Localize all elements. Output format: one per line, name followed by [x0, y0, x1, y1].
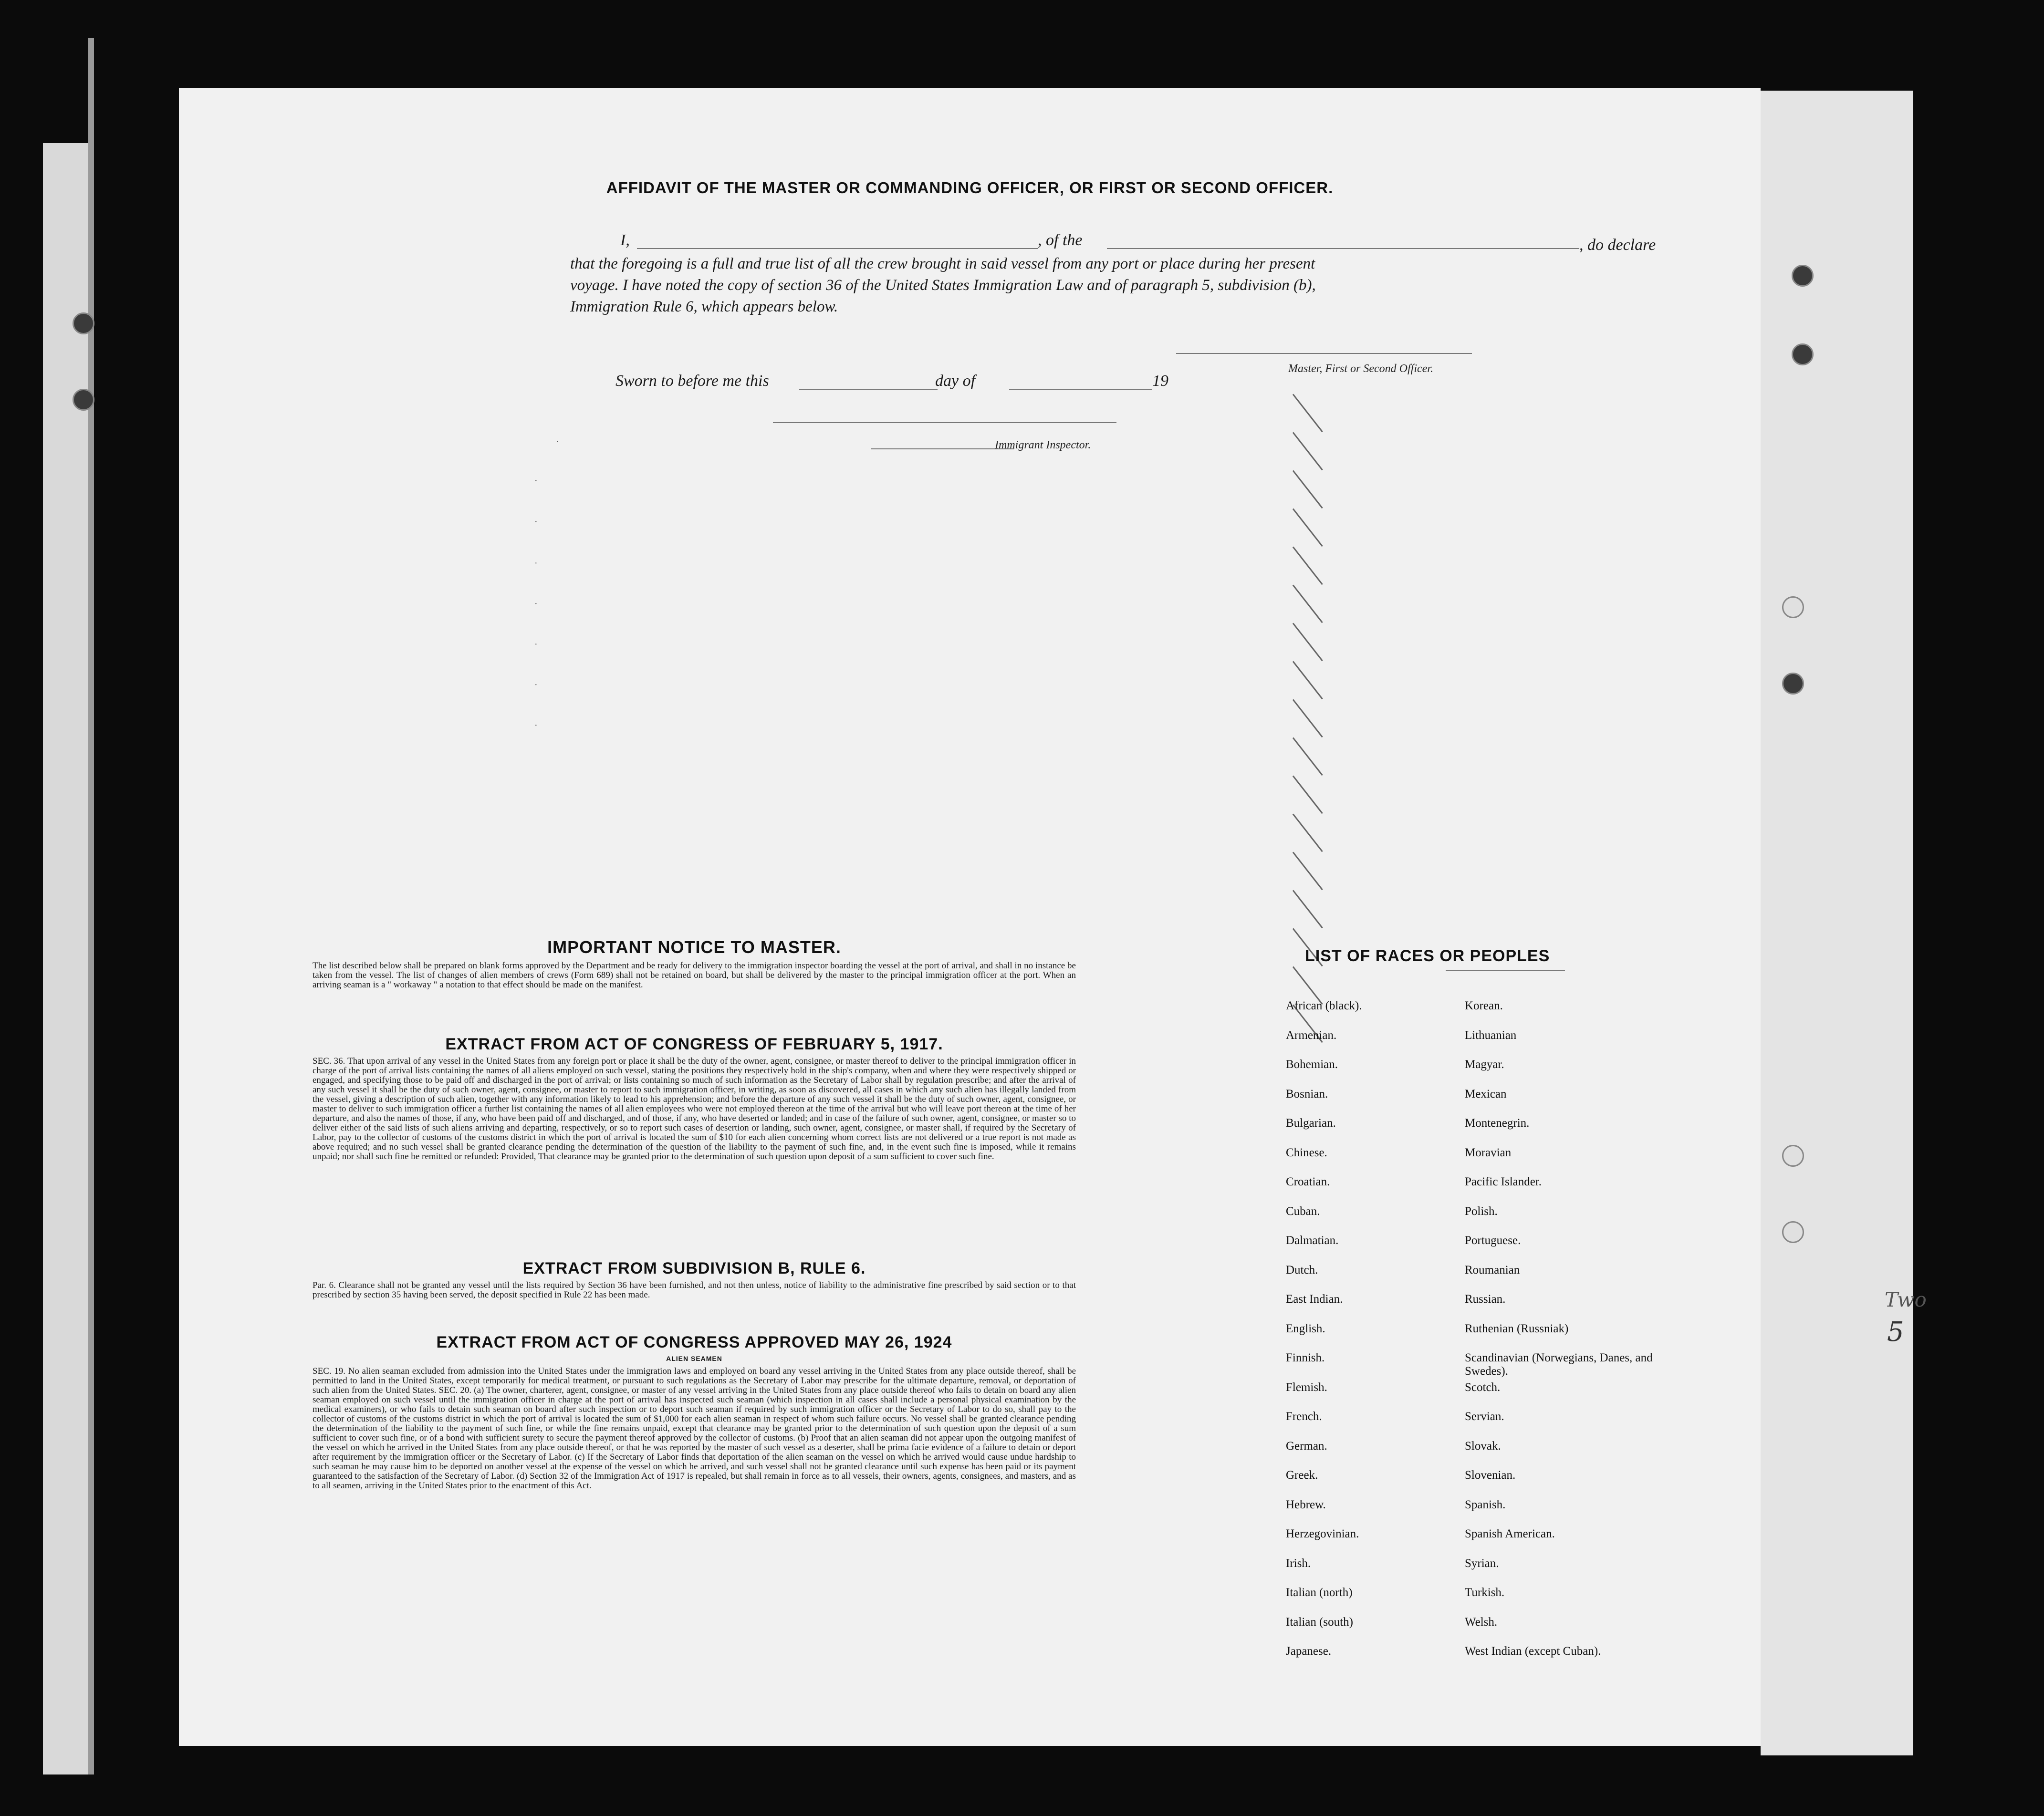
diagonal-mark [1293, 585, 1323, 623]
race-item: Croatian. [1286, 1175, 1330, 1188]
race-item: Bohemian. [1286, 1058, 1338, 1071]
faint-mark: · [534, 517, 538, 527]
race-item: Dalmatian. [1286, 1234, 1339, 1247]
film-left-strip-edge [88, 38, 94, 1774]
faint-mark: · [534, 476, 538, 486]
notice-text: The list described below shall be prepared on blank forms approved by the Department and be ready for delivery to the immigration inspector boarding the vessel at the port of arrival, and shall in no instance be taken from the vessel. The list of changes of alien members of crews (Form 689) shall not be retained on board, but shall be delivered by the master to the principal immigration officer at the port. When an arriving seaman is a " workaway " a notation to that effect should be made on the manifest. [313, 961, 1076, 990]
diagonal-mark [1293, 814, 1323, 852]
race-item: Armenian. [1286, 1028, 1337, 1042]
race-item: African (black). [1286, 999, 1362, 1012]
race-item: Portuguese. [1465, 1234, 1521, 1247]
race-item: Cuban. [1286, 1204, 1320, 1218]
race-item: German. [1286, 1439, 1327, 1453]
affidavit-line-2: voyage. I have noted the copy of section 36 of the United States Immigration Law and of paragraph 5, subdivision (b), [570, 277, 1316, 294]
binder-hole [1782, 673, 1804, 695]
race-item: East Indian. [1286, 1293, 1343, 1306]
binder-hole [73, 389, 94, 411]
race-item: Roumanian [1465, 1263, 1520, 1276]
vessel-blank [1107, 248, 1579, 249]
faint-mark: · [534, 639, 538, 650]
faint-mark: · [534, 558, 538, 569]
affidavit-pronoun: I, [620, 231, 630, 249]
race-item: English. [1286, 1322, 1325, 1335]
film-left-strip [43, 143, 88, 1774]
races-right-list [1465, 999, 1665, 1674]
race-item: Finnish. [1286, 1351, 1325, 1364]
race-item: Korean. [1465, 999, 1503, 1012]
diagonal-mark [1293, 508, 1323, 547]
race-item: Spanish American. [1465, 1527, 1555, 1540]
rule-6-text: Par. 6. Clearance shall not be granted any vessel until the lists required by Section 36 have been furnished, and not then unless, notice of liability to the administrative fine prescribed by said section or to that prescribed by section 35 having been served, the deposit specified in Rule 22 has been made. [313, 1280, 1076, 1300]
race-item: Ruthenian (Russniak) [1465, 1322, 1569, 1335]
races-title: LIST OF RACES OR PEOPLES [1305, 947, 1550, 965]
extract-1917-text: SEC. 36. That upon arrival of any vessel in the United States from any foreign port or place it shall be the duty of the owner, agent, consignee, or master thereof to deliver to the principal immigration officer in charge of the port of arrival lists containing the names of all aliens employed on such vessel, stating the positions they respectively hold in the ship's company, when and where they were respectively shipped or engaged, and specifying those to be paid off and discharged in the port of arrival; or lists containing so much of such information as the Secretary of Labor shall by regulation prescribe; and after the arrival of any such vessel it shall be the duty of such owner, agent, consignee, or master to report to such immigration officer, in writing, as soon as discovered, all cases in which any such alien has illegally landed from the vessel, giving a description of such alien, together with any information likely to lead to his apprehension; and before the departure of any such vessel it shall be the duty of such owner, agent, consignee, or master to deliver to such immigration officer a further list containing the names of all alien employees who were not employed thereon at the time of the arrival but who will leave port thereon at the time of her departure, and also the names of those, if any, who have been paid off and discharged, and of those, if any, who have deserted or landed; and in case of the failure of such owner, agent, consignee, or master so to deliver either of the said lists of such aliens arriving and departing, respectively, or so to report such cases of desertion or landing, such owner, agent, consignee, or master shall, if required by the Secretary of Labor, pay to the collector of customs of the customs district in which the port of arrival is located the sum of $10 for each alien concerning whom correct lists are not delivered or a true report is not made as above required; and no such vessel shall be granted clearance pending the determination of the question of the liability to the payment of such fine, and, in the event such fine is imposed, while it remains unpaid; nor shall such fine be remitted or refunded: Provided, That clearance may be granted prior to the determination of such question upon deposit of a sum sufficient to cover such fine. [313, 1056, 1076, 1162]
year-prefix: 19 [1152, 372, 1168, 390]
affidavit-of-the: , of the [1038, 231, 1083, 249]
affidavit-do-declare: , do declare [1579, 236, 1656, 254]
affidavit-title: AFFIDAVIT OF THE MASTER OR COMMANDING OFFICER, OR FIRST OR SECOND OFFICER. [606, 179, 1334, 197]
race-item: Japanese. [1286, 1645, 1332, 1658]
inspector-signature-line-2 [871, 448, 1014, 449]
race-item: Italian (north) [1286, 1586, 1353, 1599]
master-label: Master, First or Second Officer. [1288, 363, 1433, 375]
name-blank [637, 248, 1038, 249]
margin-note-number: 5 [1887, 1317, 1904, 1348]
sworn-day-blank [799, 389, 938, 390]
race-item: Irish. [1286, 1557, 1311, 1570]
diagonal-mark [1293, 661, 1323, 700]
inspector-signature-line [773, 422, 1116, 423]
race-item: Polish. [1465, 1204, 1498, 1218]
binder-hole [1792, 343, 1814, 365]
race-item: Turkish. [1465, 1586, 1505, 1599]
day-of-text: day of [935, 372, 976, 390]
races-left-list [1286, 999, 1467, 1674]
race-item: Slovenian. [1465, 1469, 1516, 1482]
race-item: Scotch. [1465, 1380, 1501, 1394]
race-item: Bosnian. [1286, 1087, 1328, 1100]
extract-1924-subtitle: ALIEN SEAMEN [666, 1355, 722, 1362]
sworn-month-blank [1009, 389, 1152, 390]
diagonal-mark [1293, 890, 1323, 929]
affidavit-line-1: that the foregoing is a full and true list of all the crew brought in said vessel from any port or place during her present [570, 255, 1315, 272]
race-item: Bulgarian. [1286, 1117, 1336, 1130]
race-item: Pacific Islander. [1465, 1175, 1542, 1188]
diagonal-mark [1293, 470, 1323, 509]
race-item: Scandinavian (Norwegians, Danes, and Swedes). [1465, 1351, 1653, 1378]
race-item: Chinese. [1286, 1146, 1327, 1159]
affidavit-line-3: Immigration Rule 6, which appears below. [570, 298, 838, 315]
faint-mark: · [534, 680, 538, 690]
race-item: Italian (south) [1286, 1615, 1353, 1629]
race-item: Lithuanian [1465, 1028, 1517, 1042]
races-title-rule [1446, 970, 1565, 971]
binder-hole [1792, 265, 1814, 287]
diagonal-mark [1293, 432, 1323, 471]
race-item: Russian. [1465, 1293, 1506, 1306]
binder-hole [1782, 596, 1804, 618]
race-item: Welsh. [1465, 1615, 1498, 1629]
binder-hole [73, 312, 94, 334]
race-item: Hebrew. [1286, 1498, 1326, 1511]
notice-title: IMPORTANT NOTICE TO MASTER. [547, 937, 841, 957]
diagonal-mark [1293, 699, 1323, 738]
race-item: Slovak. [1465, 1439, 1501, 1453]
diagonal-mark [1293, 623, 1323, 662]
race-item: Syrian. [1465, 1557, 1499, 1570]
race-item: Dutch. [1286, 1263, 1318, 1276]
faint-mark: · [534, 720, 538, 731]
race-item: Spanish. [1465, 1498, 1506, 1511]
extract-1924-title: EXTRACT FROM ACT OF CONGRESS APPROVED MAY 26, 1924 [436, 1333, 952, 1351]
binder-hole [1782, 1221, 1804, 1243]
film-right-strip [1761, 91, 1913, 1755]
diagonal-mark [1293, 737, 1323, 776]
rule-6-title: EXTRACT FROM SUBDIVISION B, RULE 6. [522, 1259, 866, 1277]
sworn-text: Sworn to before me this [615, 372, 769, 390]
race-item: Herzegovinian. [1286, 1527, 1359, 1540]
faint-mark: · [534, 599, 538, 609]
master-signature-line [1176, 353, 1472, 354]
extract-1924-text: SEC. 19. No alien seaman excluded from admission into the United States under the immigration laws and employed on board any vessel arriving in the United States from any place outside thereof, shall be permitted to land in the United States, except temporarily for medical treatment, or pursuant to such regulations as the Secretary of Labor may prescribe for the ultimate departure, removal, or deportation of such alien from the United States. SEC. 20. (a) The owner, charterer, agent, consignee, or master of any vessel arriving in the United States from any place outside thereof who fails to detain on board any alien seaman employed on such vessel until the immigration officer in charge at the port of arrival has inspected such seaman (which inspection in all cases shall include a personal physical examination by the medical examiners), or who fails to detain such seaman on board after such inspection or to deport such seaman if required by such immigration officer or the Secretary of Labor to do so, shall pay to the collector of customs of the customs district in which the port of arrival is located the sum of $1,000 for each alien seaman in respect of whom such failure occurs. No vessel shall be granted clearance pending the determination of the liability to the payment of such fine, or while the fine remains unpaid, except that clearance may be granted prior to the determination of such question upon the deposit of a sum sufficient to cover such fine, or of a bond with sufficient surety to secure the payment thereof approved by the collector of customs. (b) Proof that an alien seaman did not appear upon the outgoing manifest of the vessel on which he arrived in the United States from any place outside thereof, or that he was reported by the master of such vessel as a deserter, shall be prima facie evidence of a failure to detain or deport after requirement by the immigration officer or the Secretary of Labor. (c) If the Secretary of Labor finds that deportation of the alien seaman on the vessel on which he arrived would cause undue hardship to such seaman he may cause him to be deported on another vessel at the expense of the vessel on which he arrived, and such vessel shall not be granted clearance until such expense has been paid or its payment guaranteed to the satisfaction of the Secretary of Labor. (d) Section 32 of the Immigration Act of 1917 is repealed, but shall remain in force as to all vessels, their owners, agents, consignees, and masters, and as to all seamen, arriving in the United States prior to the enactment of this Act. [313, 1366, 1076, 1491]
binder-hole [1782, 1145, 1804, 1167]
race-item: Greek. [1286, 1469, 1318, 1482]
diagonal-mark [1293, 852, 1323, 891]
diagonal-mark [1293, 547, 1323, 585]
race-item: Flemish. [1286, 1380, 1327, 1394]
diagonal-mark [1293, 394, 1323, 433]
race-item: French. [1286, 1410, 1322, 1423]
race-item: Magyar. [1465, 1058, 1504, 1071]
race-item: Mexican [1465, 1087, 1507, 1100]
race-item: Servian. [1465, 1410, 1504, 1423]
margin-note: Two [1885, 1288, 1927, 1311]
race-item: Moravian [1465, 1146, 1512, 1159]
extract-1917-title: EXTRACT FROM ACT OF CONGRESS OF FEBRUARY 5, 1917. [445, 1035, 943, 1053]
inspector-label: Immigrant Inspector. [995, 439, 1091, 451]
race-item: West Indian (except Cuban). [1465, 1645, 1601, 1658]
document-page [179, 88, 1761, 1746]
race-item: Montenegrin. [1465, 1117, 1530, 1130]
faint-mark: · [556, 436, 559, 447]
diagonal-mark [1293, 776, 1323, 814]
